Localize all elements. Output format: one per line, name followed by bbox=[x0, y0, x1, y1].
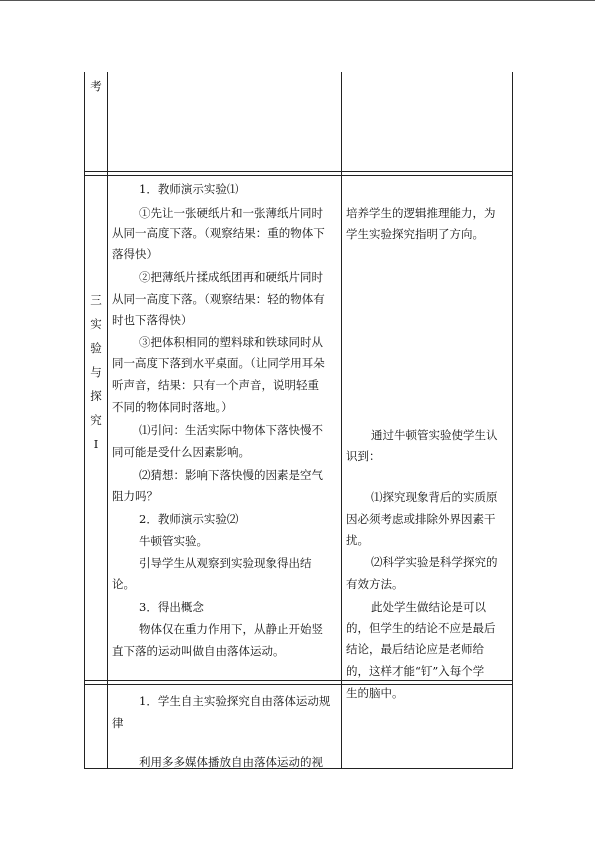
content-line: 从同一高度下落。（观察结果：重的物体下 bbox=[112, 226, 325, 240]
content-line: 2．教师演示实验⑵ bbox=[139, 512, 239, 526]
content-line: 牛顿管实验。 bbox=[139, 534, 208, 548]
rationale-line: 的，但学生的结论不应是最后 bbox=[346, 621, 496, 635]
content-line: 引导学生从观察到实验现象得出结 bbox=[139, 556, 312, 570]
section-label-char: 三 bbox=[90, 293, 102, 307]
section-label-char: 考 bbox=[90, 79, 102, 93]
section-label-char: Ⅰ bbox=[93, 437, 99, 451]
rationale-line: 通过牛顿管实验使学生认 bbox=[371, 428, 498, 442]
content-line: 论。 bbox=[112, 577, 135, 591]
content-line: 同一高度下落到水平桌面。（让同学用耳朵 bbox=[112, 356, 325, 370]
rationale-line: 学生实验探究指明了方向。 bbox=[346, 227, 484, 241]
content-line: ③把体积相同的塑料球和铁球同时从 bbox=[139, 335, 323, 349]
content-line: 时也下落得快） bbox=[112, 313, 193, 327]
table-divider-2 bbox=[341, 72, 342, 769]
content-line: 3．得出概念 bbox=[139, 600, 204, 614]
section-label-char: 与 bbox=[90, 365, 102, 379]
rationale-line: 培养学生的逻辑推理能力，为 bbox=[346, 206, 496, 220]
row-separator-1 bbox=[84, 171, 513, 172]
content-line: 利用多多媒体播放自由落体运动的视 bbox=[139, 755, 323, 769]
content-line: ②把薄纸片揉成纸团再和硬纸片同时 bbox=[139, 270, 323, 284]
rationale-line: 识到： bbox=[346, 449, 381, 463]
content-line: ⑵猜想：影响下落快慢的因素是空气 bbox=[139, 468, 323, 482]
rationale-line: 此处学生做结论是可以 bbox=[371, 600, 486, 614]
row-separator-2b bbox=[84, 684, 513, 685]
rationale-line: 结论，最后结论应是老师给 bbox=[346, 642, 484, 656]
table-divider-1 bbox=[107, 72, 108, 769]
content-line: ⑴引问：生活实际中物体下落快慢不 bbox=[139, 423, 323, 437]
section-label-char: 实 bbox=[90, 317, 102, 331]
content-line: 直下落的运动叫做自由落体运动。 bbox=[112, 644, 285, 658]
row-separator-2 bbox=[84, 680, 513, 681]
content-line: 物体仅在重力作用下，从静止开始竖 bbox=[139, 622, 323, 636]
content-line: 律 bbox=[112, 716, 124, 730]
rationale-line: ⑵科学实验是科学探究的 bbox=[371, 555, 498, 569]
section-label-char: 探 bbox=[90, 389, 102, 403]
rationale-line: ⑴探究现象背后的实质原 bbox=[371, 490, 498, 504]
section-label-char: 究 bbox=[90, 413, 102, 427]
content-line: 落得快） bbox=[112, 247, 158, 261]
content-line: ①先让一张硬纸片和一张薄纸片同时 bbox=[139, 206, 323, 220]
row-separator-1b bbox=[84, 175, 513, 176]
content-line: 1．学生自主实验探究自由落体运动规 bbox=[139, 694, 331, 708]
content-line: 同可能是受什么因素影响。 bbox=[112, 445, 250, 459]
table-border-left bbox=[84, 72, 85, 769]
content-line: 从同一高度下落。（观察结果：轻的物体有 bbox=[112, 292, 325, 306]
content-line: 不同的物体同时落地。） bbox=[112, 400, 233, 414]
section-label-char: 验 bbox=[90, 341, 102, 355]
rationale-line: 有效方法。 bbox=[346, 577, 404, 591]
content-line: 听声音，结果：只有一个声音，说明轻重 bbox=[112, 378, 319, 392]
rationale-line: 生的脑中。 bbox=[346, 686, 404, 700]
rationale-line: 扰。 bbox=[346, 533, 369, 547]
table-border-right bbox=[512, 72, 513, 769]
content-line: 1．教师演示实验⑴ bbox=[139, 182, 239, 196]
rationale-line: 因必须考虑或排除外界因素干 bbox=[346, 512, 496, 526]
content-line: 阻力吗？ bbox=[112, 489, 158, 503]
rationale-line: 的，这样才能“钉”入每个学 bbox=[346, 664, 485, 678]
